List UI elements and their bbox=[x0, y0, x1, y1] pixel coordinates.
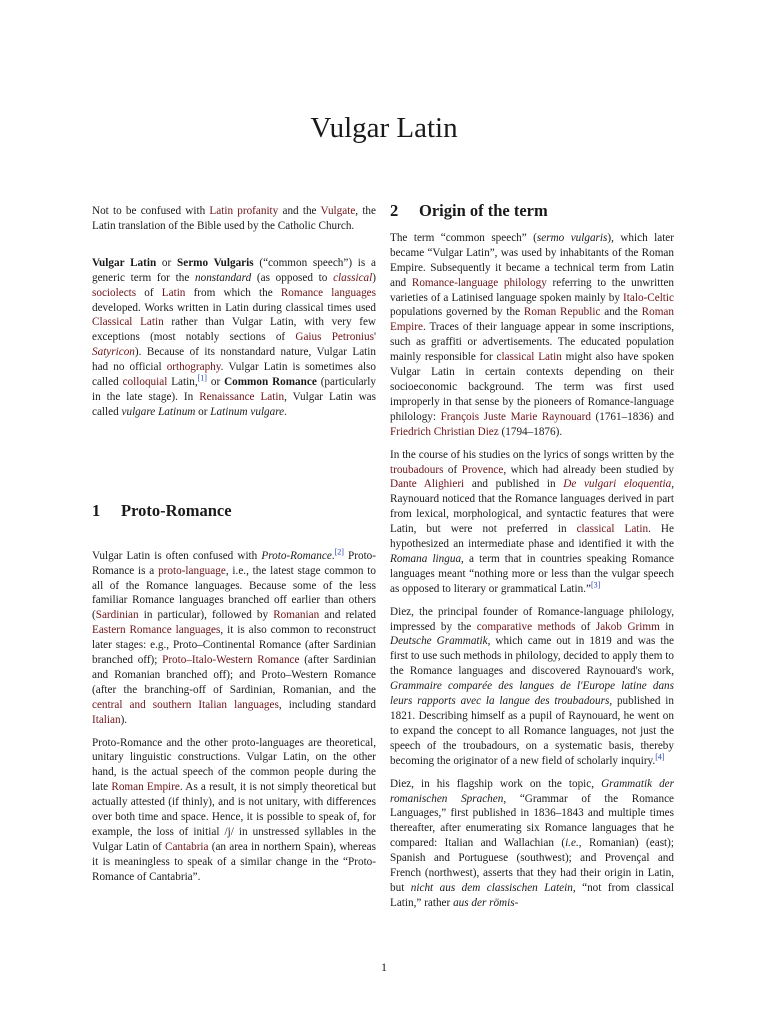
text-run: or bbox=[206, 376, 225, 389]
italic-text: nicht aus dem classischen Latein bbox=[410, 881, 573, 894]
link-vulgate[interactable]: Vulgate bbox=[320, 205, 356, 217]
hatnote bbox=[92, 204, 376, 234]
link-classical-latin[interactable]: Classical Latin bbox=[92, 316, 164, 329]
text-run: Proto-Romance and the other proto-languages are theoretical, unitary linguistic constructions. Vulgar Latin, on the other hand, is the actual speech of the common people during the late bbox=[92, 736, 376, 794]
link-proto-italo-western-romance[interactable]: Proto–Italo-Western Romance bbox=[162, 654, 300, 667]
text-run: and the bbox=[278, 205, 321, 217]
section-title: Proto-Romance bbox=[121, 500, 232, 520]
link-eastern-romance-languages[interactable]: Eastern Romance languages bbox=[92, 624, 221, 637]
italic-text: i.e. bbox=[565, 837, 579, 850]
link-classical[interactable]: classical bbox=[333, 271, 373, 284]
link-classical-latin[interactable]: classical Latin bbox=[576, 523, 649, 536]
link-latin[interactable]: Latin bbox=[161, 286, 186, 299]
citation-2[interactable]: [2] bbox=[334, 546, 344, 556]
text-run: . Vulgar Latin is sometimes also called bbox=[92, 361, 376, 389]
text-run: and the bbox=[600, 306, 642, 319]
text-run: , i.e., the latest stage common to all of the Romance languages. Because some of the less familiar Romance languages branched off earlier than others ( bbox=[92, 564, 376, 622]
text-run: , including standard bbox=[278, 698, 376, 711]
link-romance-languages[interactable]: Romance languages bbox=[280, 286, 376, 299]
text-run: ' bbox=[373, 331, 376, 344]
text-run: , a term that in countries speaking Romance languages meant “nothing more or less than the vulgar speech as opposed to literary or grammatical Latin.” bbox=[390, 552, 674, 595]
text-run: , it is also common to reconstruct later stages: e.g., Proto–Continental Romance (after Sardinian branched off); bbox=[92, 624, 376, 667]
text-run: of bbox=[136, 286, 162, 299]
text-run: (as opposed to bbox=[251, 271, 334, 284]
text-run: Not to be confused with bbox=[92, 205, 210, 217]
proto-romance-paragraph-2 bbox=[92, 736, 376, 885]
italic-text: Grammaire comparée des langues de l'Europe latine dans leurs rapports avec la langue des troubadours bbox=[390, 680, 674, 708]
text-run: rather than Vulgar Latin, with very few exceptions (most notably sections of bbox=[92, 316, 376, 344]
text-run: might also have spoken Vulgar Latin in certain contexts depending on their socioeconomic background. The term was first used improperly in that sense by the pioneers of Romance-language philology: bbox=[390, 351, 674, 423]
citation-1[interactable]: [1] bbox=[197, 373, 207, 383]
italic-text: sermo vulgaris bbox=[536, 231, 608, 244]
text-run: Vulgar Latin is often confused with bbox=[92, 549, 262, 562]
text-run: (1794–1876). bbox=[498, 425, 563, 438]
link-dante-alighieri[interactable]: Dante Alighieri bbox=[390, 478, 465, 491]
text-run: . As a result, it is not simply theoretical but actually attested (if thinly), and is not unitary, with differences over both time and space. Hence, it is possible to speak of, for example, the loss of initial /j/ in unstressed syllables in the Vulgar Latin of bbox=[92, 781, 376, 853]
intro-paragraph bbox=[92, 256, 376, 420]
link-renaissance-latin[interactable]: Renaissance Latin bbox=[199, 390, 285, 403]
text-run: referring to the unwritten varieties of a Latinised language spoken mainly by bbox=[390, 276, 674, 304]
left-column bbox=[92, 204, 376, 893]
link-comparative-methods[interactable]: comparative methods bbox=[476, 620, 576, 633]
link-orthography[interactable]: orthography bbox=[166, 361, 221, 374]
italic-text: nonstandard bbox=[195, 271, 252, 284]
text-run: (1761–1836) and bbox=[590, 410, 674, 423]
link-central-southern-italian[interactable]: central and southern Italian languages bbox=[92, 698, 279, 711]
origin-paragraph-2 bbox=[390, 448, 674, 597]
text-run: developed. Works written in Latin during classical times used bbox=[92, 301, 376, 314]
origin-paragraph-4 bbox=[390, 777, 674, 911]
link-romanian[interactable]: Romanian bbox=[273, 609, 320, 622]
italic-text: aus der römis- bbox=[453, 896, 519, 909]
text-run: ). bbox=[120, 713, 128, 726]
link-troubadours[interactable]: troubadours bbox=[390, 463, 444, 476]
text-run: (an area in northern Spain), whereas it is meaningless to speak of a similar change in the “Proto-Romance of Cantabria”. bbox=[92, 840, 376, 883]
link-jakob-grimm[interactable]: Jakob Grimm bbox=[595, 620, 660, 633]
text-run: , “not from classical Latin,” rather bbox=[390, 881, 675, 909]
text-run: , which had already been studied by bbox=[503, 463, 674, 476]
link-proto-language[interactable]: proto-language bbox=[158, 564, 226, 577]
text-run: The term “common speech” ( bbox=[390, 231, 537, 244]
link-provence[interactable]: Provence bbox=[461, 463, 504, 476]
link-italo-celtic[interactable]: Italo-Celtic bbox=[623, 291, 674, 304]
text-run: in bbox=[659, 620, 674, 633]
link-roman-empire[interactable]: Roman Empire bbox=[390, 306, 674, 334]
italic-text: Proto-Romance bbox=[261, 549, 332, 562]
text-run: and related bbox=[319, 609, 376, 622]
text-run: . Traces of their language appear in some inscriptions, such as graffiti or advertisements. The educated population mainly responsible for bbox=[390, 321, 674, 364]
text-run: , which came out in 1819 and was the first to use such methods in philology, decided to apply them to the Romance languages and discovered Raynouard's work, bbox=[390, 635, 675, 678]
text-run: . bbox=[284, 405, 287, 418]
citation-4[interactable]: [4] bbox=[655, 751, 665, 761]
text-run: , Romanian) (east); Spanish and Portuguese (southwest); and Provençal and French (northwest), asserts that they had their origin in Latin, but bbox=[390, 837, 674, 894]
text-run: Latin, bbox=[167, 376, 198, 389]
link-roman-empire[interactable]: Roman Empire bbox=[111, 781, 180, 794]
link-roman-republic[interactable]: Roman Republic bbox=[523, 306, 601, 319]
section-title: Origin of the term bbox=[419, 201, 548, 220]
text-run: of bbox=[443, 463, 462, 476]
text-run: of bbox=[575, 620, 596, 633]
text-run: Diez, the principal founder of Romance-language philology, impressed by the bbox=[390, 605, 674, 633]
link-gaius-petronius[interactable]: Gaius Petronius bbox=[295, 331, 374, 344]
text-run: , the Latin translation of the Bible used by the Catholic Church. bbox=[92, 205, 376, 232]
text-run: or bbox=[156, 256, 177, 269]
italic-text: Deutsche Grammatik bbox=[390, 635, 488, 648]
text-run: and published in bbox=[464, 478, 564, 491]
link-raynouard[interactable]: François Juste Marie Raynouard bbox=[440, 410, 591, 423]
link-latin-profanity[interactable]: Latin profanity bbox=[209, 205, 279, 217]
link-de-vulgari-eloquentia[interactable]: De vulgari eloquentia bbox=[563, 478, 672, 491]
link-sardinian[interactable]: Sardinian bbox=[95, 609, 139, 622]
text-run: in particular), followed by bbox=[138, 609, 274, 622]
section-number: 2 bbox=[390, 201, 399, 220]
text-run: , published in 1821. Describing himself as a pupil of Raynouard, he went on to expand the concept to all Romance languages, not just the speech of the troubadours, on a systematic basis, thereby becoming the originator of a new field of scholarly inquiry. bbox=[390, 695, 674, 767]
text-run: populations governed by the bbox=[390, 306, 524, 319]
text-run: Proto-Romance is a bbox=[92, 549, 376, 577]
section-number: 1 bbox=[92, 500, 101, 520]
text-run: , Raynouard noticed that the Romance languages derived in part from lexical, morphological, and syntactic features that were Latin, but were not preferred in bbox=[390, 478, 674, 536]
italic-text: vulgare Latinum bbox=[121, 405, 196, 418]
link-satyricon[interactable]: Satyricon bbox=[92, 346, 135, 359]
bold-term: Sermo Vulgaris bbox=[177, 256, 254, 269]
origin-paragraph-3 bbox=[390, 605, 674, 769]
citation-3[interactable]: [3] bbox=[591, 580, 601, 590]
link-romance-language-philology[interactable]: Romance-language philology bbox=[411, 276, 547, 289]
italic-text: Latinum vulgare bbox=[210, 405, 285, 418]
text-run: In the course of his studies on the lyrics of songs written by the bbox=[390, 448, 674, 461]
text-run: or bbox=[195, 405, 211, 418]
origin-paragraph-1 bbox=[390, 231, 674, 440]
link-colloquial[interactable]: colloquial bbox=[122, 376, 168, 389]
text-run: (“common speech”) is a generic term for the bbox=[92, 256, 376, 284]
text-run: , “Grammar of the Romance Languages,” first published in 1836–1843 and multiple times thereafter, after enumerating six Romance languages that he compared: Italian and Wallachian ( bbox=[390, 792, 674, 850]
link-sociolects[interactable]: sociolects bbox=[92, 286, 137, 299]
text-run: ) bbox=[372, 271, 376, 284]
proto-romance-paragraph-1 bbox=[92, 546, 377, 728]
link-italian[interactable]: Italian bbox=[92, 713, 121, 726]
italic-text: Grammatik der romanischen Sprachen bbox=[390, 777, 674, 805]
right-column bbox=[390, 201, 675, 919]
text-run: (after Sardinian and Romanian branched off); and Proto–Western Romance (after the branching-off of Sardinian, Romanian, and the bbox=[92, 654, 377, 696]
text-run: ), which later became “Vulgar Latin”, was used by inhabitants of the Roman Empire. Subsequently it became a technical term from Latin and bbox=[390, 231, 674, 289]
link-classical-latin[interactable]: classical Latin bbox=[496, 351, 562, 364]
link-diez[interactable]: Friedrich Christian Diez bbox=[390, 425, 499, 438]
text-run: ). Because of its nonstandard nature, Vulgar Latin had no official bbox=[92, 346, 376, 374]
text-run: from which the bbox=[185, 286, 281, 299]
section-heading-proto-romance bbox=[92, 500, 376, 520]
section-heading-origin bbox=[390, 201, 674, 220]
text-run: Diez, in his flagship work on the topic, bbox=[390, 777, 602, 790]
text-run: . bbox=[331, 549, 335, 562]
text-run: , Vulgar Latin was called bbox=[92, 390, 376, 418]
text-run: (particularly in the late stage). In bbox=[92, 376, 376, 403]
page-number: 1 bbox=[381, 960, 387, 974]
bold-term: Vulgar Latin bbox=[92, 256, 157, 269]
bold-term: Common Romance bbox=[224, 376, 317, 389]
page-title: Vulgar Latin bbox=[310, 112, 458, 144]
link-cantabria[interactable]: Cantabria bbox=[165, 840, 209, 853]
text-run: . He hypothesized an intermediate phase and identified it with the bbox=[390, 523, 674, 551]
italic-text: Romana lingua bbox=[390, 552, 462, 565]
